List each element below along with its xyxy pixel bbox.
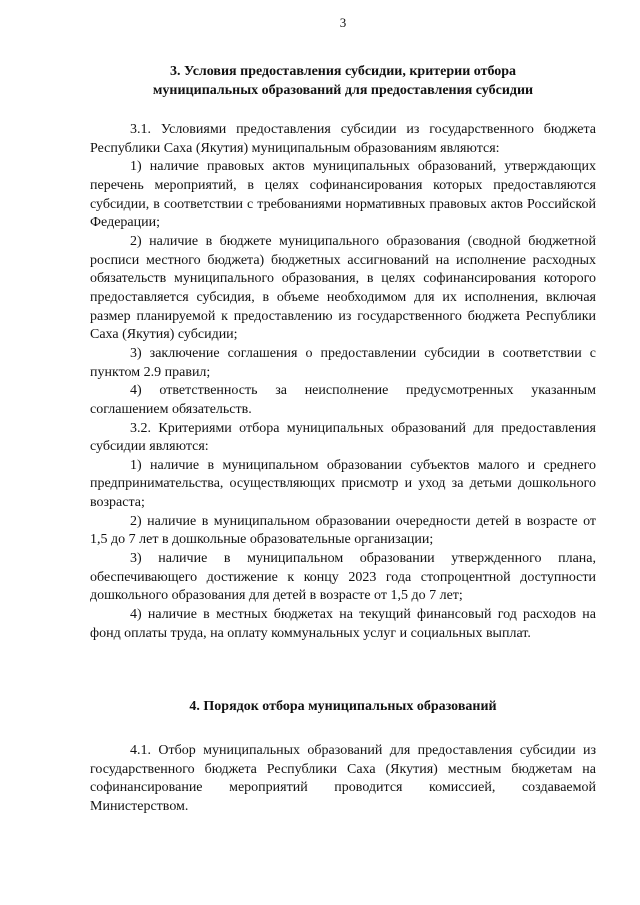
paragraph-3-2: 3.2. Критериями отбора муниципальных образований для предоставления субсидии являются: bbox=[90, 420, 596, 455]
paragraph-3-1-item-2: 2) наличие в бюджете муниципального образования (сводной бюджетной росписи местного бюджета) бюджетных ассигнований на исполнение расходных обязательств муниципального образования, в целях софинансирования которого предоставляется субсидия, в объеме необходимом для их исполнения, включая размер планируемой к предоставлению из государственного бюджета Республики Саха (Якутия) субсидии; bbox=[90, 233, 596, 343]
paragraph-3-2-item-2: 2) наличие в муниципальном образовании очередности детей в возрасте от 1,5 до 7 лет в дошкольные образовательные организации; bbox=[90, 513, 596, 548]
paragraph-3-1-item-4: 4) ответственность за неисполнение предусмотренных указанным соглашением обязательств. bbox=[90, 383, 596, 417]
paragraph-4-1: 4.1. Отбор муниципальных образований для предоставления субсидии из государственного бюджета Республики Саха (Якутия) местным бюджетам на софинансирование мероприятий проводится комиссией, создаваемой Министерством. bbox=[90, 743, 596, 814]
section-3-title bbox=[90, 62, 596, 100]
paragraph-3-1-item-1: 1) наличие правовых актов муниципальных образований, утверждающих перечень мероприятий, в целях софинансирования которых предоставляются субсидии, в соответствии с требованиями нормативных правовых актов Российской Федерации; bbox=[90, 159, 596, 231]
section-3-title-line-2: муниципальных образований для предоставления субсидии bbox=[152, 83, 534, 98]
section-3-body bbox=[90, 121, 596, 643]
document-page bbox=[90, 0, 596, 905]
paragraph-3-2-item-3: 3) наличие в муниципальном образовании утвержденного плана, обеспечивающего достижение к концу 2023 года стопроцентной доступности дошкольного образования для детей в возрасте от 1,5 до 7 лет; bbox=[90, 551, 596, 604]
section-4-body bbox=[90, 742, 596, 817]
paragraph-3-1-item-3: 3) заключение соглашения о предоставлении субсидии в соответствии с пунктом 2.9 правил; bbox=[90, 345, 596, 380]
paragraph-3-2-item-1: 1) наличие в муниципальном образовании субъектов малого и среднего предпринимательства, осуществляющих присмотр и уход за детьми дошкольного возраста; bbox=[90, 457, 596, 511]
page-number: 3 bbox=[339, 15, 347, 30]
section-3-title-line-1: 3. Условия предоставления субсидии, критерии отбора bbox=[169, 64, 517, 79]
paragraph-3-1: 3.1. Условиями предоставления субсидии из государственного бюджета Республики Саха (Якутия) муниципальным образованиям являются: bbox=[90, 122, 596, 156]
paragraph-3-2-item-4: 4) наличие в местных бюджетах на текущий финансовый год расходов на фонд оплаты труда, на оплату коммунальных услуг и социальных выплат. bbox=[90, 607, 596, 641]
section-4-title: 4. Порядок отбора муниципальных образований bbox=[189, 699, 497, 714]
